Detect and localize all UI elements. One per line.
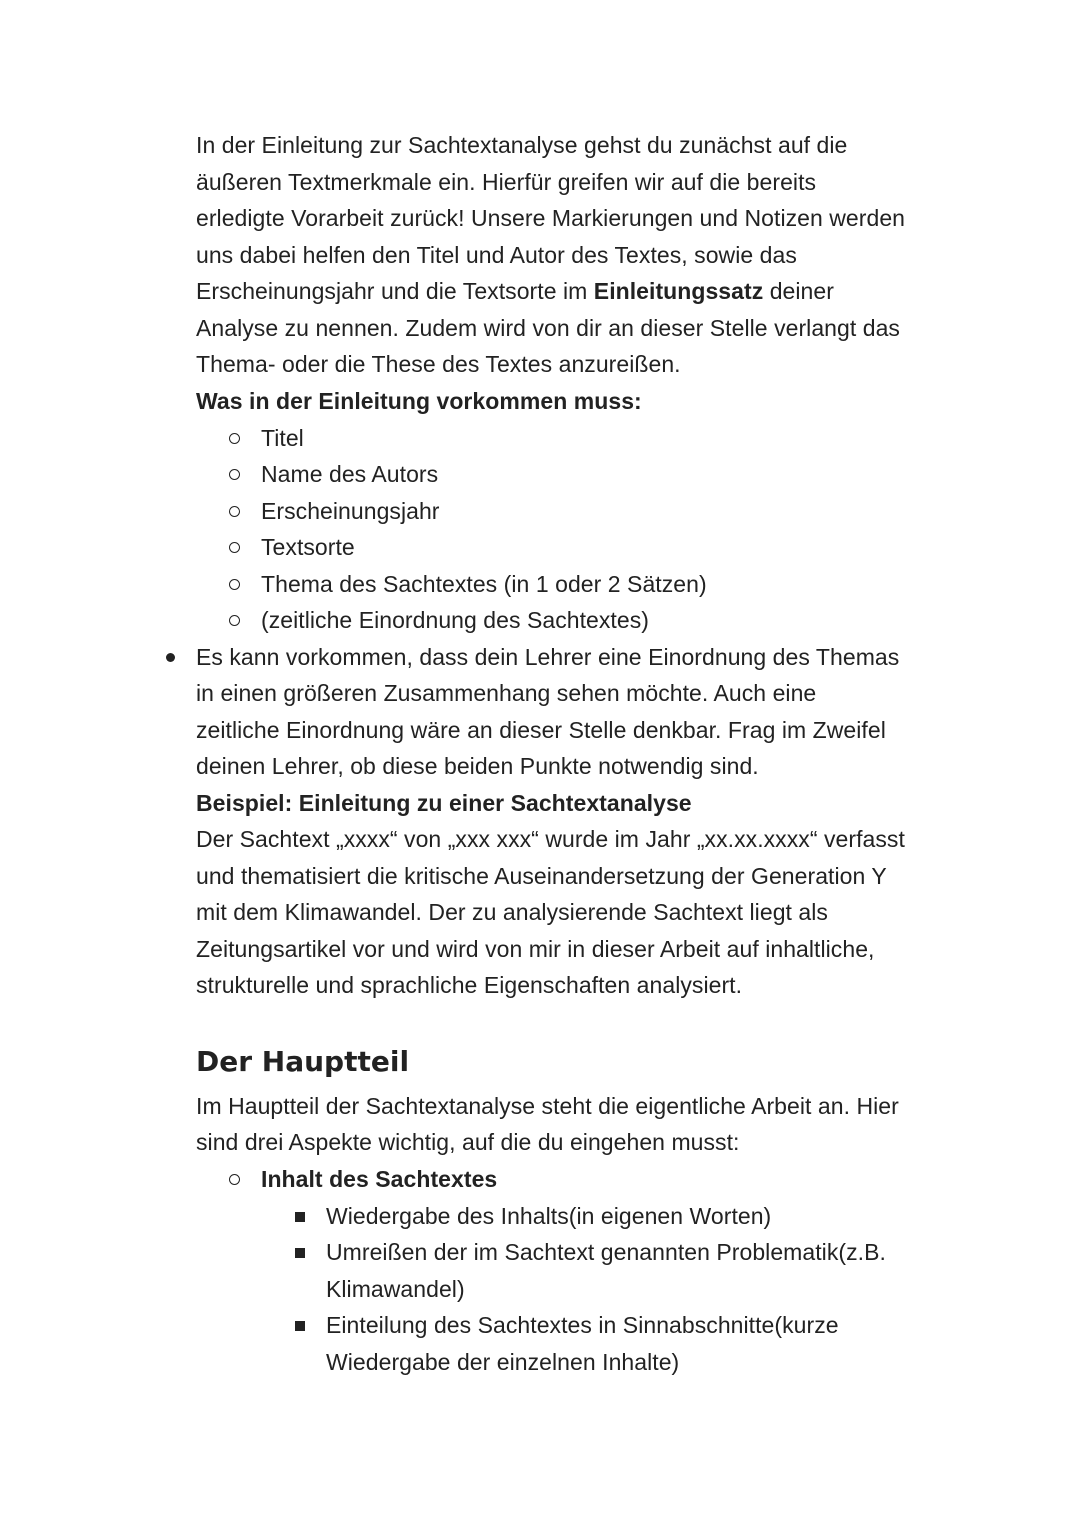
- example-line-1: Der Sachtext „xxxx“ von „xxx xxx“ wurde im Jahr „xx.xx.xxxx“ verfasst: [196, 826, 905, 852]
- square-bullet-icon: [295, 1248, 305, 1258]
- intro-line-3: erledigte Vorarbeit zurück! Unsere Markierungen und Notizen werden: [196, 205, 906, 231]
- example-line-2: und thematisiert die kritische Auseinandersetzung der Generation Y: [196, 863, 887, 889]
- square-bullet-icon: [295, 1321, 305, 1331]
- circle-bullet-icon: [229, 615, 240, 626]
- square-bullet-icon: [295, 1212, 305, 1222]
- intro-line-5-end: deiner: [763, 278, 834, 304]
- note-line-4: deinen Lehrer, ob diese beiden Punkte notwendig sind.: [196, 753, 759, 779]
- sub-item-problematik-line-1: Umreißen der im Sachtext genannten Problematik(z.B.: [326, 1239, 886, 1265]
- sub-item-wiedergabe: Wiedergabe des Inhalts(in eigenen Worten): [326, 1203, 772, 1229]
- list-item-erscheinungsjahr: Erscheinungsjahr: [261, 498, 440, 524]
- main-line-1: Im Hauptteil der Sachtextanalyse steht die eigentliche Arbeit an. Hier: [196, 1093, 899, 1119]
- list-item-autor: Name des Autors: [261, 461, 439, 487]
- circle-bullet-icon: [229, 579, 240, 590]
- intro-line-2: äußeren Textmerkmale ein. Hierfür greifen wir auf die bereits: [196, 169, 817, 195]
- aspect-inhalt-title: Inhalt des Sachtextes: [261, 1166, 498, 1192]
- example-line-4: Zeitungsartikel vor und wird von mir in dieser Arbeit auf inhaltliche,: [196, 936, 875, 962]
- circle-bullet-icon: [229, 433, 240, 444]
- note-line-3: zeitliche Einordnung wäre an dieser Stelle denkbar. Frag im Zweifel: [196, 717, 886, 743]
- intro-line-5: [196, 273, 834, 310]
- list-item-zeitliche-einordnung: (zeitliche Einordnung des Sachtextes): [261, 607, 649, 633]
- example-line-3: mit dem Klimawandel. Der zu analysierende Sachtext liegt als: [196, 899, 828, 925]
- example-heading: Beispiel: Einleitung zu einer Sachtextanalyse: [196, 790, 692, 816]
- einleitungssatz-term: Einleitungssatz: [593, 278, 764, 304]
- sub-item-sinnabschnitte-line-2: Wiedergabe der einzelnen Inhalte): [326, 1349, 680, 1375]
- intro-line-5-text: Erscheinungsjahr und die Textsorte im: [196, 278, 594, 304]
- list-item-textsorte: Textsorte: [261, 534, 355, 560]
- note-line-2: in einen größeren Zusammenhang sehen möchte. Auch eine: [196, 680, 817, 706]
- list-item-titel: Titel: [261, 425, 304, 451]
- section-heading-hauptteil: Der Hauptteil: [196, 1045, 410, 1078]
- circle-bullet-icon: [229, 469, 240, 480]
- circle-bullet-icon: [229, 542, 240, 553]
- must-contain-heading: Was in der Einleitung vorkommen muss:: [196, 388, 642, 414]
- intro-line-1: In der Einleitung zur Sachtextanalyse gehst du zunächst auf die: [196, 132, 848, 158]
- example-line-5: strukturelle und sprachliche Eigenschaften analysiert.: [196, 972, 743, 998]
- sub-item-problematik-line-2: Klimawandel): [326, 1276, 465, 1302]
- list-item-thema: Thema des Sachtextes (in 1 oder 2 Sätzen): [261, 571, 707, 597]
- intro-line-4: uns dabei helfen den Titel und Autor des Textes, sowie das: [196, 242, 797, 268]
- intro-line-7: Thema- oder die These des Textes anzureißen.: [196, 351, 681, 377]
- intro-line-6: Analyse zu nennen. Zudem wird von dir an dieser Stelle verlangt das: [196, 315, 900, 341]
- note-line-1: Es kann vorkommen, dass dein Lehrer eine Einordnung des Themas: [196, 644, 900, 670]
- circle-bullet-icon: [229, 506, 240, 517]
- sub-item-sinnabschnitte-line-1: Einteilung des Sachtextes in Sinnabschnitte(kurze: [326, 1312, 839, 1338]
- main-line-2: sind drei Aspekte wichtig, auf die du eingehen musst:: [196, 1129, 740, 1155]
- disc-bullet-icon: [166, 653, 175, 662]
- circle-bullet-icon: [229, 1174, 240, 1185]
